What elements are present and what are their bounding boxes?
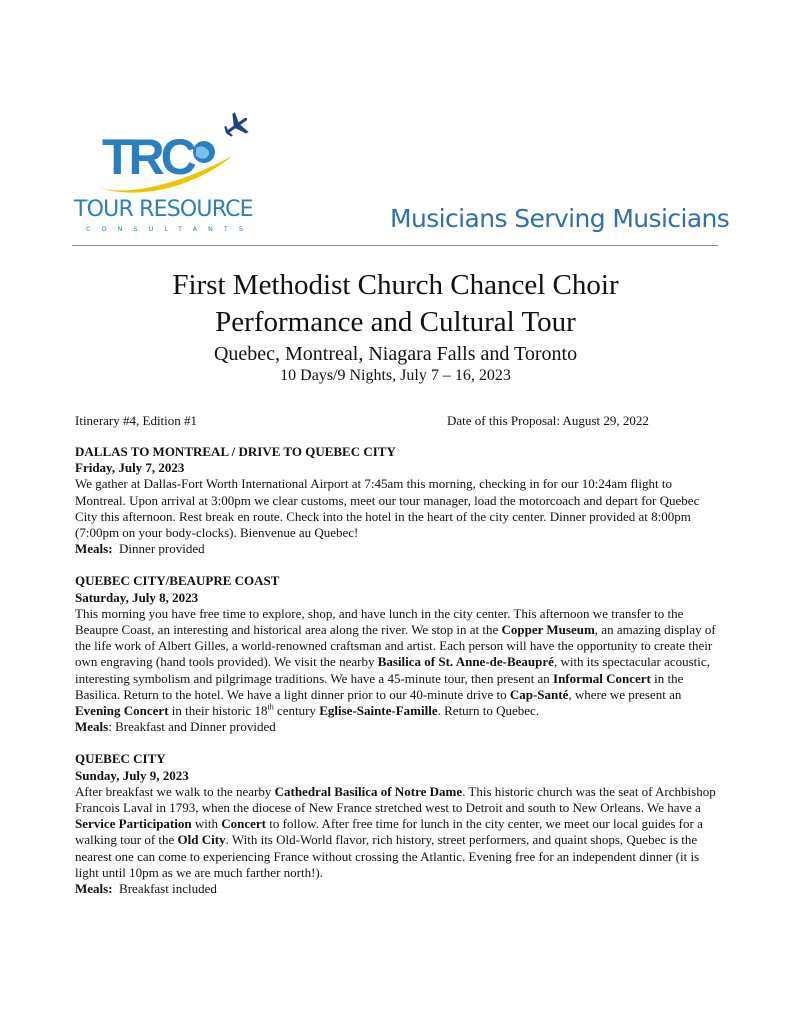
highlight-text: Cap-Santé xyxy=(509,686,569,702)
day-description xyxy=(75,784,723,881)
description-text: in their historic 18 xyxy=(168,703,268,719)
description-text: This morning you have free time to explore, shop, and have lunch in the city center. This afternoon we transfer to the Beaupre Coast, an interesting and historical area along the river. We stop in at the xyxy=(75,605,684,638)
highlight-text: Concert xyxy=(221,816,266,832)
highlight-text: Eglise-Sainte-Famille xyxy=(319,703,438,719)
day-title: QUEBEC CITY xyxy=(75,751,166,767)
description-text: th xyxy=(267,702,274,712)
logo-mark-text: TRC xyxy=(102,129,193,185)
title-line-2: Performance and Cultural Tour xyxy=(215,306,576,338)
day-section xyxy=(75,751,723,897)
description-text: . This historic church was the seat of Archbishop Francois Laval in 1793, when the diocese of New France stretched west to Detroit and south to New Orleans. We have a xyxy=(75,783,716,816)
day-date: Saturday, July 8, 2023 xyxy=(75,589,199,605)
description-text: , an amazing display of the life work of Albert Gilles, a world-renowned craftsman and artist. Each person will have the opportunity to create their own engraving (hand tools provided). We visit the nearby xyxy=(75,622,716,670)
title-line-1: First Methodist Church Chancel Choir xyxy=(172,269,619,301)
description-text: in the Basilica. Return to the hotel. We have a light dinner prior to our 40-minute drive to xyxy=(75,670,684,702)
meals-value: Breakfast included xyxy=(119,881,217,897)
description-text: . With its Old-World flavor, rich history, street performers, and quaint shops, Quebec is the nearest one can come to experiencing France without crossing the Atlantic. Evening free for an independent dinner (it is light until 10pm as we are much farther north!). xyxy=(75,832,700,880)
itinerary-days xyxy=(75,444,723,913)
logo-name: TOUR RESOURCE xyxy=(74,197,253,222)
header-divider xyxy=(72,245,718,246)
highlight-text: Cathedral Basilica of Notre Dame xyxy=(274,783,463,799)
day-title: DALLAS TO MONTREAL / DRIVE TO QUEBEC CITY xyxy=(75,444,396,459)
highlight-text: Copper Museum xyxy=(501,622,595,638)
company-logo xyxy=(72,112,272,244)
trc-logo-graphic xyxy=(72,112,272,244)
meals-label: Meals: xyxy=(75,541,113,557)
day-meals xyxy=(75,881,723,897)
day-section xyxy=(75,444,723,557)
day-meals xyxy=(75,719,723,735)
airplane-icon xyxy=(219,112,254,143)
highlight-text: Service Participation xyxy=(75,816,192,832)
day-date: Sunday, July 9, 2023 xyxy=(75,767,189,783)
tour-dates: 10 Days/9 Nights, July 7 – 16, 2023 xyxy=(280,367,511,384)
tagline: Musicians Serving Musicians xyxy=(390,204,730,233)
highlight-text: Evening Concert xyxy=(75,703,169,719)
day-description xyxy=(75,606,723,719)
meals-label: Meals: xyxy=(75,881,113,897)
description-text: century xyxy=(273,703,320,719)
description-text: to follow. After free time for lunch in the city center, we meet our local guides for a walking tour of the xyxy=(75,816,703,848)
meals-label: Meals xyxy=(75,719,109,735)
day-meals xyxy=(75,541,723,557)
highlight-text: Informal Concert xyxy=(553,670,651,686)
day-date: Friday, July 7, 2023 xyxy=(75,460,185,476)
meals-value: Dinner provided xyxy=(119,541,205,557)
description-text: We gather at Dallas-Fort Worth International Airport at 7:45am this morning, checking in for our 10:24am flight to Montreal. Upon arrival at 3:00pm we clear customs, meet our tour manager, load the motorcoach and depart for Quebec City this afternoon. Rest break en route. Check into the hotel in the heart of the city center. Dinner provided at 8:00pm (7:00pm on your body-clocks). Bienvenue au Quebec! xyxy=(75,476,700,541)
description-text: with xyxy=(191,816,222,832)
tour-destinations: Quebec, Montreal, Niagara Falls and Toronto xyxy=(213,343,578,365)
description-text: . Return to Quebec. xyxy=(437,703,540,719)
highlight-text: Old City xyxy=(177,832,226,848)
description-text: , with its spectacular acoustic, interesting symbolism and pilgrimage traditions. We have a 45-minute tour, then present an xyxy=(75,654,710,686)
document-title-block xyxy=(0,267,791,385)
proposal-date: Date of this Proposal: August 29, 2022 xyxy=(447,413,649,428)
meals-value: : Breakfast and Dinner provided xyxy=(108,719,276,735)
day-title: QUEBEC CITY/BEAUPRE COAST xyxy=(75,573,280,589)
day-section xyxy=(75,573,723,735)
day-description xyxy=(75,476,723,541)
highlight-text: Basilica of St. Anne-de-Beaupré xyxy=(377,654,554,670)
description-text: , where we present an xyxy=(568,686,682,702)
description-text: After breakfast we walk to the nearby xyxy=(75,783,275,799)
logo-subtitle: CONSULTANTS xyxy=(86,225,254,233)
itinerary-number: Itinerary #4, Edition #1 xyxy=(75,413,198,428)
